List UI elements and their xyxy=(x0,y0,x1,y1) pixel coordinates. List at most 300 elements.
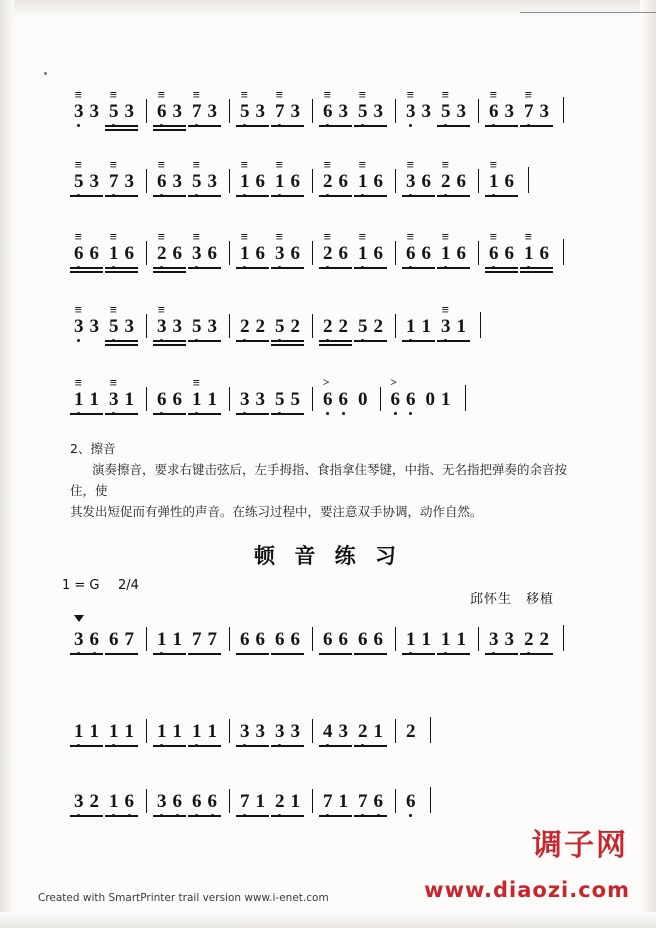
ornament-mark-icon: ≡ xyxy=(524,87,533,102)
note-group xyxy=(402,229,435,268)
final-barline xyxy=(465,385,466,411)
note: 2 xyxy=(539,629,549,650)
barline xyxy=(229,719,230,743)
note: 2 xyxy=(406,721,416,742)
note: 1 ≡ xyxy=(521,244,537,268)
note: 7 xyxy=(124,629,134,650)
note-group xyxy=(188,317,221,341)
note-group xyxy=(188,375,221,414)
note-group xyxy=(319,229,352,268)
note: 6 xyxy=(109,629,119,650)
note: 3 xyxy=(71,630,87,654)
barline xyxy=(478,169,479,193)
note: 7 xyxy=(320,792,336,816)
note: 5 xyxy=(272,390,288,414)
note-group xyxy=(319,375,352,414)
note: 5 xyxy=(355,317,371,341)
note: 2 ≡ xyxy=(320,172,336,196)
note: 3 xyxy=(154,792,170,816)
ornament-mark-icon: ≡ xyxy=(74,87,83,102)
note: 5 ≡ xyxy=(438,102,454,126)
technique-heading: 2、擦音 xyxy=(70,441,116,456)
barline xyxy=(312,789,313,813)
note: 6 xyxy=(275,629,285,650)
note: 6 xyxy=(170,792,186,816)
note-group xyxy=(354,87,387,126)
note: 1 ≡ xyxy=(237,244,253,268)
note: 5 ≡ xyxy=(189,172,205,196)
triangle-accent-icon xyxy=(74,615,84,622)
note: 3 xyxy=(421,101,431,122)
ornament-mark-icon: ≡ xyxy=(275,157,284,172)
notation-stave xyxy=(70,80,590,126)
note: 5 xyxy=(290,389,300,410)
note: 3 ≡ xyxy=(189,244,205,268)
note-group xyxy=(105,229,138,268)
note: 1 ≡ xyxy=(106,244,122,268)
note: 3 xyxy=(338,721,348,742)
note: 6 xyxy=(456,243,466,264)
barline xyxy=(395,314,396,338)
note: 6 xyxy=(89,243,99,264)
note: 6 > xyxy=(388,390,404,414)
note-group xyxy=(485,630,518,654)
barline xyxy=(312,627,313,651)
note: 3 xyxy=(207,316,217,337)
note-group xyxy=(271,390,304,414)
note-group xyxy=(354,792,387,816)
ornament-mark-icon: ≡ xyxy=(74,302,83,317)
note-group xyxy=(319,792,352,816)
ornament-mark-icon: ≡ xyxy=(109,157,118,172)
final-barline xyxy=(563,239,564,265)
note-group xyxy=(520,229,553,268)
note: 1 xyxy=(456,629,466,650)
note-group xyxy=(70,302,103,341)
note: 3 xyxy=(255,389,265,410)
note-group xyxy=(354,317,387,341)
page-edge-top xyxy=(0,0,656,18)
technique-description xyxy=(70,438,582,522)
note: 6 xyxy=(323,629,333,650)
note: 3 xyxy=(504,629,514,650)
barline xyxy=(312,387,313,411)
note: 6 ≡ xyxy=(320,102,336,126)
note: 3 ≡ xyxy=(438,317,454,341)
note: 3 xyxy=(290,721,300,742)
note-group xyxy=(319,87,352,126)
note-group xyxy=(188,229,221,268)
barline xyxy=(146,169,147,193)
note: 5 xyxy=(272,317,288,341)
note: 2 xyxy=(255,316,265,337)
note-group xyxy=(70,157,103,196)
note: 1 xyxy=(403,317,419,341)
note: 2 ≡ xyxy=(438,172,454,196)
ornament-mark-icon: ≡ xyxy=(358,229,367,244)
barline xyxy=(146,314,147,338)
note: 3 xyxy=(290,101,300,122)
note: 1 xyxy=(172,721,182,742)
note-group xyxy=(236,229,269,268)
note: 6 xyxy=(504,243,514,264)
barline xyxy=(229,99,230,123)
note: 6 xyxy=(255,171,265,192)
note-group xyxy=(188,792,221,816)
note-group xyxy=(271,229,304,268)
note-group xyxy=(236,390,269,414)
barline xyxy=(395,627,396,651)
barline xyxy=(478,627,479,651)
barline xyxy=(146,789,147,813)
note-group xyxy=(354,390,372,414)
ornament-mark-icon: ≡ xyxy=(524,229,533,244)
footer-generator-note: Created with SmartPrinter trail version www.i-enet.com xyxy=(38,892,329,904)
note: 3 xyxy=(486,630,502,654)
note: 6 xyxy=(403,792,419,816)
barline xyxy=(312,314,313,338)
note: 6 xyxy=(421,171,431,192)
note: 1 xyxy=(154,722,170,746)
note-group xyxy=(319,630,352,654)
notation-stave xyxy=(70,700,590,746)
note: 3 xyxy=(124,316,134,337)
note-group xyxy=(485,157,518,196)
note-group xyxy=(402,792,420,816)
note: 6 xyxy=(255,629,265,650)
final-barline xyxy=(430,787,431,813)
note: 3 xyxy=(272,722,288,746)
note: 3 xyxy=(172,316,182,337)
note: 6 xyxy=(373,629,383,650)
note-group xyxy=(520,630,553,654)
note: 1 xyxy=(71,722,87,746)
note: 0 xyxy=(425,389,435,410)
notation-stave xyxy=(70,295,590,341)
note: 6 xyxy=(240,629,250,650)
note: 1 xyxy=(338,791,348,812)
note: 3 xyxy=(456,101,466,122)
note-group xyxy=(319,722,352,746)
note: 1 xyxy=(189,722,205,746)
ornament-mark-icon: ≡ xyxy=(109,375,118,390)
note: 3 ≡ xyxy=(403,102,419,126)
barline xyxy=(229,241,230,265)
note-group xyxy=(188,630,221,654)
note-group xyxy=(153,157,186,196)
final-barline xyxy=(563,97,564,123)
note: 6 xyxy=(421,243,431,264)
barline xyxy=(229,314,230,338)
scan-speck xyxy=(44,72,47,75)
barline xyxy=(229,169,230,193)
note: 1 xyxy=(124,389,134,410)
note-group xyxy=(271,317,304,341)
ornament-mark-icon: ≡ xyxy=(74,375,83,390)
note: 3 xyxy=(172,101,182,122)
technique-line-1: 演奏擦音，要求右键击弦后，左手拇指、食指拿住琴键，中指、无名指把弹奏的余音按住，使 xyxy=(70,462,568,498)
note-group xyxy=(319,317,352,341)
note-group xyxy=(105,302,138,341)
note: 6 > xyxy=(320,390,336,414)
note: 6 xyxy=(124,243,134,264)
note: 1 xyxy=(106,792,122,816)
note-group xyxy=(236,87,269,126)
note: 2 ≡ xyxy=(320,244,336,268)
note: 3 xyxy=(539,101,549,122)
barline xyxy=(478,99,479,123)
note-group xyxy=(70,630,103,654)
note: 6 xyxy=(290,243,300,264)
note-group xyxy=(105,375,138,414)
note: 1 xyxy=(89,721,99,742)
note: 6 xyxy=(205,792,221,816)
header-rule xyxy=(520,12,656,13)
note-group xyxy=(236,722,269,746)
note-group xyxy=(70,722,103,746)
note: 6 xyxy=(338,243,348,264)
note: 6 xyxy=(373,171,383,192)
note: 6 xyxy=(255,243,265,264)
note: 6 xyxy=(290,629,300,650)
page-edge-bottom xyxy=(0,912,656,928)
note: 1 xyxy=(403,630,419,654)
note: 2 xyxy=(320,317,336,341)
note: 1 xyxy=(89,389,99,410)
note-group xyxy=(70,87,103,126)
note: 3 xyxy=(89,316,99,337)
note-group xyxy=(354,157,387,196)
note-group xyxy=(437,229,470,268)
note: 6 xyxy=(290,171,300,192)
note: 3 ≡ xyxy=(272,244,288,268)
ornament-mark-icon: ≡ xyxy=(358,157,367,172)
ornament-mark-icon: ≡ xyxy=(240,87,249,102)
note: 6 xyxy=(358,629,368,650)
note: 2 ≡ xyxy=(154,244,170,268)
note: 6 xyxy=(456,171,466,192)
ornament-mark-icon: ≡ xyxy=(192,87,201,102)
ornament-mark-icon: ≡ xyxy=(109,87,118,102)
note-group xyxy=(153,792,186,816)
barline xyxy=(395,99,396,123)
note: 5 ≡ xyxy=(106,102,122,126)
note: 1 xyxy=(207,389,217,410)
barline xyxy=(229,387,230,411)
note: 3 xyxy=(89,171,99,192)
note: 3 ≡ xyxy=(71,317,87,341)
note: 3 xyxy=(504,101,514,122)
note-group xyxy=(271,630,304,654)
ornament-mark-icon: ≡ xyxy=(240,157,249,172)
note: 1 ≡ xyxy=(486,172,502,196)
note: 6 ≡ xyxy=(486,102,502,126)
note-group xyxy=(437,87,470,126)
note-group xyxy=(70,375,103,414)
ornament-mark-icon: ≡ xyxy=(275,87,284,102)
ornament-mark-icon: ≡ xyxy=(157,302,166,317)
note-group xyxy=(271,87,304,126)
note: 0 xyxy=(358,389,368,410)
barline xyxy=(146,241,147,265)
accent-mark-icon: > xyxy=(390,375,398,389)
note: 7 ≡ xyxy=(106,172,122,196)
note: 1 xyxy=(421,316,431,337)
key-signature: 1 = G xyxy=(62,578,100,593)
note: 6 xyxy=(172,243,182,264)
note-group xyxy=(188,87,221,126)
note: 1 ≡ xyxy=(438,244,454,268)
technique-line-2: 其发出短促而有弹性的声音。在练习过程中，要注意双手协调，动作自然。 xyxy=(70,504,483,519)
final-barline xyxy=(528,167,529,193)
note: 2 xyxy=(89,791,99,812)
note: 6 xyxy=(172,389,182,410)
note: 3 xyxy=(89,101,99,122)
note: 6 ≡ xyxy=(154,102,170,126)
note: 2 xyxy=(290,316,300,337)
composer-credit: 邱怀生 移植 xyxy=(470,592,555,607)
ornament-mark-icon: ≡ xyxy=(192,157,201,172)
note-group xyxy=(236,792,269,816)
note-group xyxy=(437,302,470,341)
barline xyxy=(146,719,147,743)
note: 2 xyxy=(355,722,371,746)
final-barline xyxy=(430,717,431,743)
note: 2 xyxy=(373,316,383,337)
note-group xyxy=(319,157,352,196)
page-title: 顿 音 练 习 xyxy=(254,544,402,568)
note-group xyxy=(105,630,138,654)
note: 7 xyxy=(355,792,371,816)
note: 6 xyxy=(207,243,217,264)
note: 6 ≡ xyxy=(154,172,170,196)
time-signature: 2/4 xyxy=(118,578,139,593)
note-group xyxy=(402,630,435,654)
note: 1 xyxy=(438,630,454,654)
ornament-mark-icon: ≡ xyxy=(489,157,498,172)
note: 3 xyxy=(207,171,217,192)
note-group xyxy=(402,317,435,341)
note: 3 xyxy=(255,101,265,122)
barline xyxy=(395,169,396,193)
ornament-mark-icon: ≡ xyxy=(157,229,166,244)
note-group xyxy=(153,87,186,126)
note: 6 ≡ xyxy=(403,244,419,268)
notation-stave xyxy=(70,368,590,414)
notation-stave xyxy=(70,770,590,816)
note: 5 xyxy=(189,317,205,341)
barline xyxy=(395,789,396,813)
note: 1 xyxy=(207,721,217,742)
note: 3 xyxy=(124,101,134,122)
note-group xyxy=(485,229,518,268)
note: 3 ≡ xyxy=(71,102,87,126)
barline xyxy=(380,387,381,411)
notation-stave xyxy=(70,608,590,654)
ornament-mark-icon: ≡ xyxy=(157,87,166,102)
ornament-mark-icon: ≡ xyxy=(323,157,332,172)
ornament-mark-icon: ≡ xyxy=(441,229,450,244)
accent-mark-icon: > xyxy=(322,375,330,389)
final-barline xyxy=(480,312,481,338)
note: 6 xyxy=(122,792,138,816)
ornament-mark-icon: ≡ xyxy=(74,157,83,172)
watermark-url: www.diaozi.com xyxy=(424,878,630,902)
ornament-mark-icon: ≡ xyxy=(406,87,415,102)
notation-stave xyxy=(70,150,590,196)
note: 2 xyxy=(237,317,253,341)
note-group xyxy=(153,630,186,654)
note-group xyxy=(70,229,103,268)
note: 6 xyxy=(504,171,514,192)
note-group xyxy=(153,722,186,746)
ornament-mark-icon: ≡ xyxy=(192,375,201,390)
note: 6 xyxy=(403,390,419,414)
note: 6 xyxy=(371,792,387,816)
note: 1 xyxy=(255,791,265,812)
note: 2 xyxy=(338,316,348,337)
note-group xyxy=(188,157,221,196)
note: 6 ≡ xyxy=(71,244,87,268)
ornament-mark-icon: ≡ xyxy=(441,87,450,102)
ornament-mark-icon: ≡ xyxy=(157,157,166,172)
ornament-mark-icon: ≡ xyxy=(406,157,415,172)
note: 6 xyxy=(87,630,103,654)
note: 6 xyxy=(189,792,205,816)
note: 1 ≡ xyxy=(71,390,87,414)
note: 1 xyxy=(456,316,466,337)
barline xyxy=(395,241,396,265)
ornament-mark-icon: ≡ xyxy=(406,229,415,244)
note: 2 xyxy=(521,630,537,654)
note: 3 xyxy=(207,101,217,122)
note-group xyxy=(153,390,186,414)
ornament-mark-icon: ≡ xyxy=(275,229,284,244)
ornament-mark-icon: ≡ xyxy=(358,87,367,102)
note: 6 xyxy=(338,171,348,192)
note: 6 xyxy=(539,243,549,264)
note: 7 xyxy=(207,629,217,650)
note: 1 xyxy=(421,629,431,650)
barline xyxy=(395,719,396,743)
note-group xyxy=(188,722,221,746)
note-group xyxy=(105,157,138,196)
note: 3 ≡ xyxy=(106,390,122,414)
note-group xyxy=(271,722,304,746)
ornament-mark-icon: ≡ xyxy=(240,229,249,244)
note: 4 xyxy=(320,722,336,746)
final-barline xyxy=(563,625,564,651)
note: 6 xyxy=(154,390,170,414)
note-group xyxy=(70,792,103,816)
barline xyxy=(312,99,313,123)
page-edge-right xyxy=(640,0,656,928)
barline xyxy=(478,241,479,265)
note: 1 xyxy=(154,630,170,654)
note: 6 ≡ xyxy=(486,244,502,268)
note: 1 xyxy=(290,791,300,812)
note: 1 xyxy=(441,389,451,410)
note-group xyxy=(402,87,435,126)
note: 1 xyxy=(373,721,383,742)
note-group xyxy=(271,792,304,816)
note: 3 xyxy=(237,722,253,746)
note-group xyxy=(402,722,420,746)
note: 6 xyxy=(338,629,348,650)
note-group xyxy=(520,87,553,126)
note-group xyxy=(236,630,269,654)
note: 1 xyxy=(124,721,134,742)
